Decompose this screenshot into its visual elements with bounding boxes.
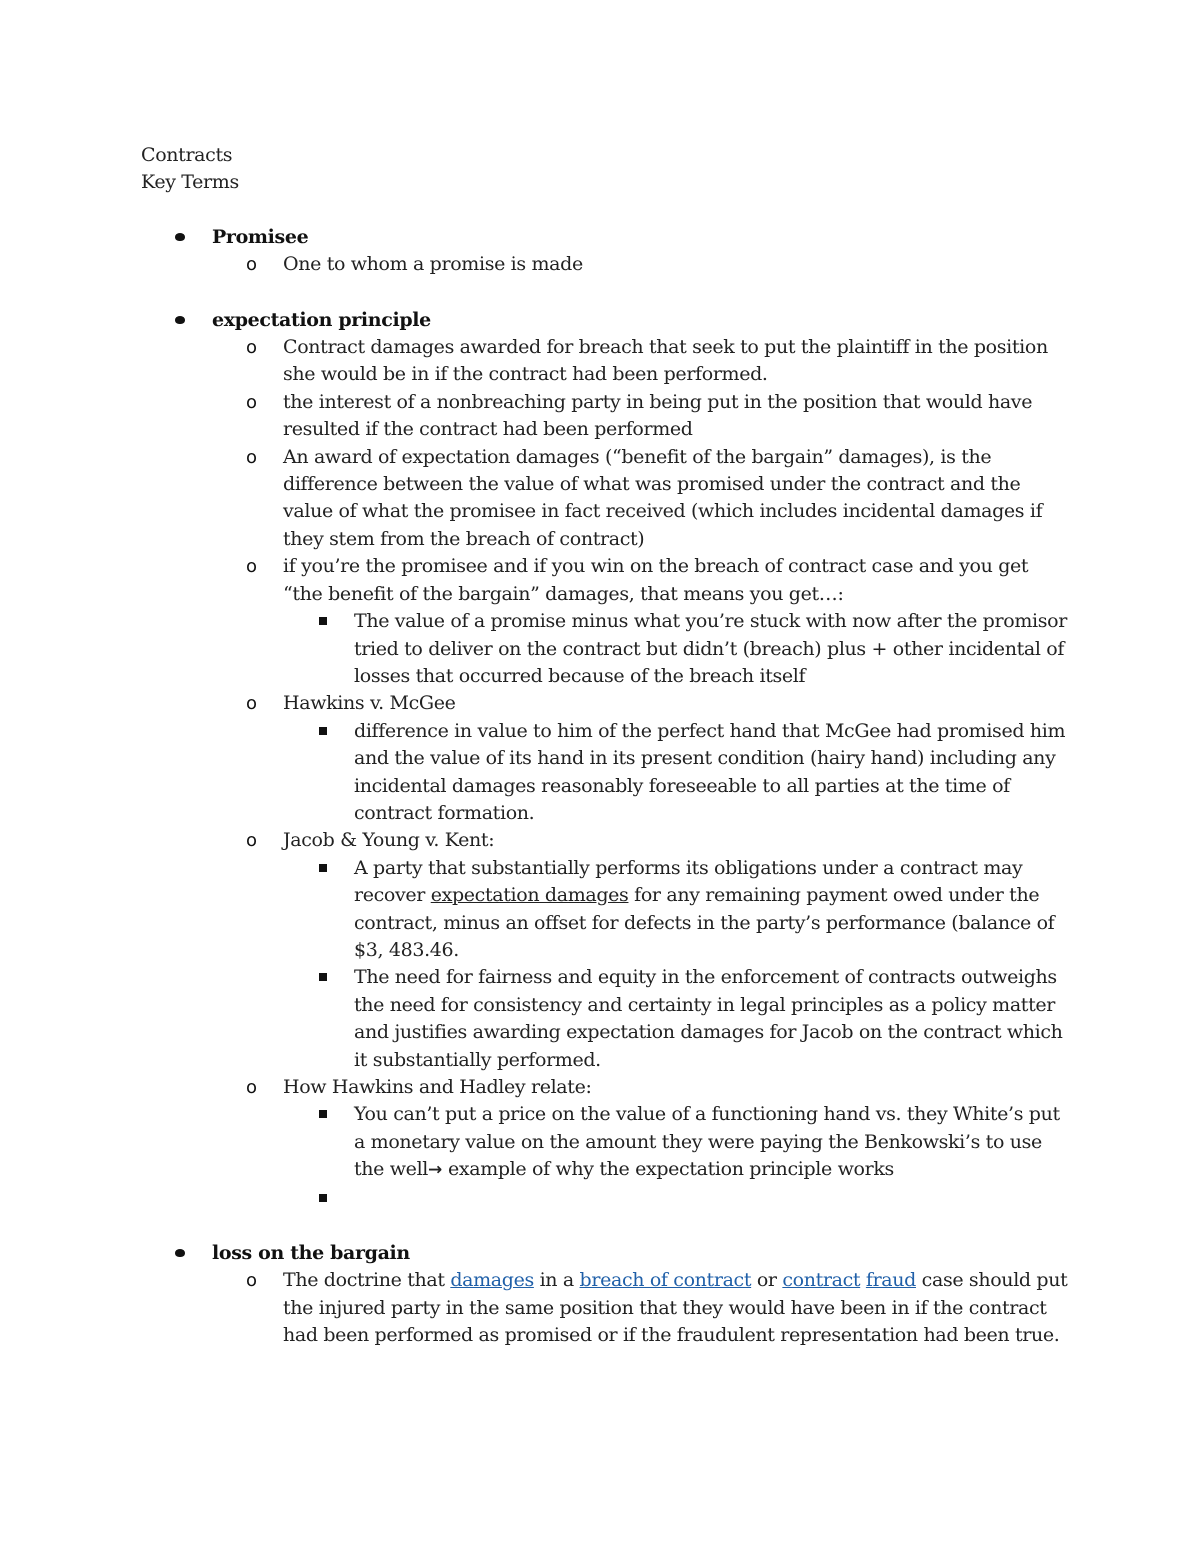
definition-text-after: case should put the injured party in the same position that they would have been in if the contract had been performed as promised or if the fraudulent representation had been true.	[283, 1269, 1068, 1347]
sub-definition-text-after: example of why the expectation principle works	[442, 1158, 894, 1181]
sub-definition-item	[283, 718, 1071, 828]
key-terms-list	[141, 224, 1071, 1350]
bullet-square-icon	[319, 617, 327, 625]
bullet-disc-icon	[175, 233, 185, 241]
sub-definition-text-before: A party that substantially performs its obligations under a contract may recover	[354, 856, 1023, 907]
definition-item	[212, 1267, 1071, 1349]
bullet-circle-icon: o	[246, 830, 258, 852]
bullet-circle-icon: o	[246, 1077, 258, 1098]
bullet-circle-icon: o	[246, 337, 258, 359]
case-name: Jacob & Young v. Kent:	[283, 829, 495, 852]
sub-definition-list	[283, 608, 1071, 690]
bullet-circle-icon: o	[246, 556, 258, 578]
definition-text-mid: in a	[533, 1269, 580, 1292]
definition-text-before: The doctrine that	[283, 1269, 451, 1292]
term-loss-on-the-bargain	[141, 1240, 1071, 1350]
definition-text: How Hawkins and Hadley relate:	[283, 1076, 592, 1098]
definition-item	[212, 690, 1071, 827]
sub-definition-text-after: for any remaining payment owed under the contract, minus an offset for defects in the party’s performance (balance of $3, 483.46.	[354, 884, 1055, 961]
definition-list	[212, 334, 1071, 1212]
sub-definition-item	[283, 855, 1071, 965]
document-content	[141, 142, 1071, 1350]
bullet-disc-icon	[175, 316, 185, 324]
bullet-disc-icon	[175, 1249, 185, 1257]
bullet-square-icon	[319, 973, 327, 981]
definition-item	[212, 444, 1071, 554]
underlined-term: expectation damages	[430, 884, 629, 907]
sub-definition-item	[283, 608, 1071, 690]
bullet-square-icon	[319, 1110, 327, 1118]
link-contract[interactable]: contract	[782, 1269, 861, 1292]
definition-item	[212, 827, 1071, 1074]
link-damages[interactable]: damages	[450, 1269, 534, 1292]
definition-text: An award of expectation damages (“benefit of the bargain” damages), is the difference between the value of what was promised under the contract and the value of what the promisee in fact received (which includes incidental damages if they stem from the breach of contract)	[283, 445, 1043, 550]
definition-text: the interest of a nonbreaching party in being put in the position that would have resulted if the contract had been performed	[283, 390, 1033, 441]
link-breach-of-contract[interactable]: breach of contract	[579, 1269, 752, 1292]
definition-list	[212, 251, 1071, 278]
definition-item	[212, 1074, 1071, 1212]
term-label: expectation principle	[212, 308, 431, 331]
definition-list	[212, 1267, 1071, 1349]
bullet-square-icon	[319, 1194, 327, 1202]
definition-item	[212, 553, 1071, 690]
definition-text-mid: or	[751, 1269, 783, 1292]
sub-definition-item-empty	[283, 1185, 1071, 1212]
link-fraud[interactable]: fraud	[865, 1269, 916, 1292]
sub-definition-list	[283, 855, 1071, 1074]
sub-definition-text: difference in value to him of the perfect hand that McGee had promised him and the value of its hand in its present condition (hairy hand) including any incidental damages reasonably foreseeable to all parties at the time of contract formation.	[354, 719, 1066, 824]
sub-definition-text: The need for fairness and equity in the enforcement of contracts outweighs the need for consistency and certainty in legal principles as a policy matter and justifies awarding expectation damages for Jacob on the contract which it substantially performed.	[354, 966, 1063, 1071]
sub-definition-list	[283, 1101, 1071, 1212]
definition-text: Contract damages awarded for breach that seek to put the plaintiff in the position she would be in if the contract had been performed.	[283, 336, 1048, 386]
definition-text: One to whom a promise is made	[283, 253, 583, 276]
sub-definition-list	[283, 718, 1071, 828]
bullet-circle-icon: o	[246, 446, 258, 468]
document-title: Contracts	[141, 144, 233, 166]
definition-item	[212, 251, 1071, 278]
term-promisee	[141, 224, 1071, 279]
sub-definition-text-before: You can’t put a price on the value of a functioning hand vs. they White’s put a monetary value on the amount they were paying the Benkowski’s to use the well	[354, 1103, 1060, 1181]
term-label: Promisee	[212, 225, 309, 248]
bullet-circle-icon: o	[246, 693, 258, 715]
definition-item	[212, 334, 1071, 389]
bullet-square-icon	[319, 864, 327, 872]
sub-definition-text: The value of a promise minus what you’re stuck with now after the promisor tried to deliver on the contract but didn’t (breach) plus + other incidental of losses that occurred because of the breach itself	[354, 610, 1067, 687]
bullet-circle-icon: o	[246, 254, 258, 276]
case-name: Hawkins v. McGee	[283, 692, 456, 715]
sub-definition-item	[283, 964, 1071, 1074]
term-label: loss on the bargain	[212, 1242, 410, 1265]
arrow-right-icon: →	[428, 1160, 443, 1181]
document-subtitle: Key Terms	[141, 171, 239, 194]
sub-definition-item	[283, 1101, 1071, 1184]
term-expectation-principle	[141, 307, 1071, 1212]
bullet-circle-icon: o	[246, 1270, 258, 1292]
sub-definition-text	[354, 1187, 360, 1209]
definition-text: if you’re the promisee and if you win on the breach of contract case and you get “the benefit of the bargain” damages, that means you get…:	[283, 555, 1029, 605]
bullet-circle-icon: o	[246, 391, 258, 413]
definition-item	[212, 389, 1071, 444]
bullet-square-icon	[319, 727, 327, 735]
